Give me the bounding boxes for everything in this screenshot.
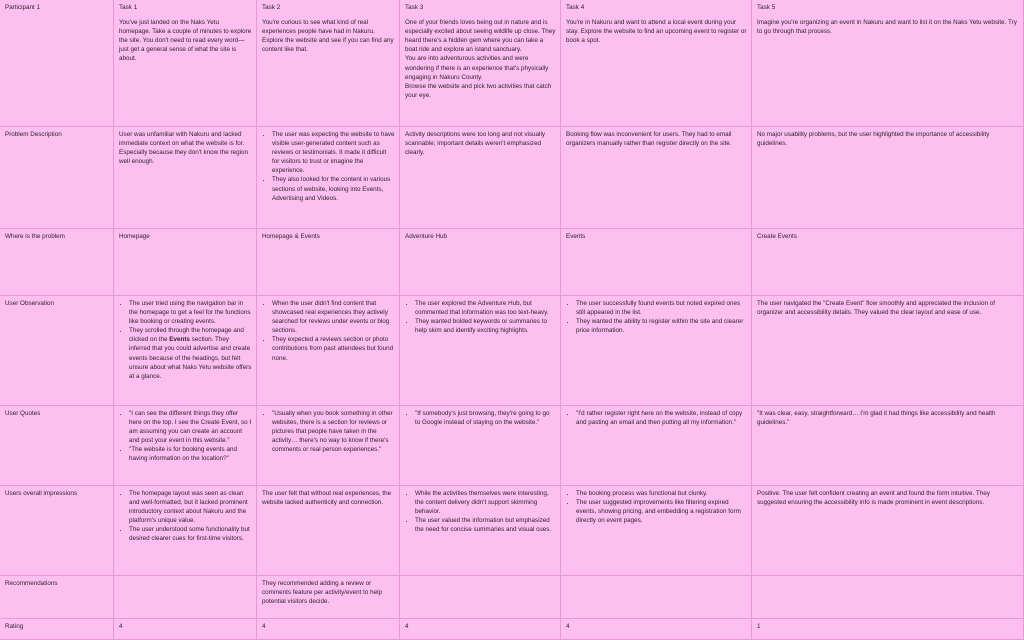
cell-text: They recommended adding a review or comments feature per activity/event to help potential visitors decide. [262, 580, 383, 606]
task-title: Task 3 [405, 4, 424, 11]
task-title: Task 4 [566, 4, 585, 11]
bullet-item: • They scrolled through the homepage and clicked on the Events section. They inferred that you could advertise and create events because of the headings, but felt unsure about what Naks Yetu website offers at a glance. [129, 326, 252, 381]
table-cell [561, 619, 752, 640]
table-cell [257, 296, 400, 406]
table-cell [752, 576, 1024, 619]
bullet-item: • They wanted the ability to register within the site and clearer price information. [576, 317, 747, 335]
row-label-cell [0, 127, 114, 229]
row-label-cell [0, 619, 114, 640]
task-header-cell [257, 0, 400, 127]
cell-text: The user navigated the "Create Event" flow smoothly and appreciated the inclusion of organizer and accessibility details. They valued the clear layout and ease of use. [757, 300, 995, 317]
bullet-item: • "The website is for booking events and having information on the location?" [129, 445, 252, 463]
cell-text: Events [566, 233, 586, 240]
task-title: Task 2 [262, 4, 281, 11]
table-cell [561, 406, 752, 486]
cell-text: You're in Nakuru and want to attend a local event during your stay. Explore the website to find an upcoming event to register or book a spot. [566, 19, 747, 45]
cell-text: 4 [405, 623, 409, 630]
cell-text: 4 [119, 623, 123, 630]
bullet-item: • The booking process was functional but clunky. [576, 489, 747, 498]
bullet-item: • "If somebody's just browsing, they're going to go to Google instead of staying on the website." [415, 409, 556, 427]
bullet-list [262, 130, 395, 203]
bullet-item: • When the user didn't find content that showcased real experiences they actively searched for reviews under events or blog sections. [272, 299, 395, 335]
row-label: Rating [5, 623, 24, 630]
cell-text: "It was clear, easy, straightforward… I'm glad it had things like accessibility and health guidelines." [757, 410, 996, 427]
table-cell [114, 127, 257, 229]
bullet-list [405, 299, 556, 335]
table-cell [114, 296, 257, 406]
bullet-list [566, 299, 747, 335]
bullet-item: • The homepage layout was seen as clean and well-formatted, but it lacked prominent introductory context about Nakuru and the platform's unique value. [129, 489, 252, 525]
cell-text: User was unfamiliar with Nakuru and lacked immediate context on what the website is for. Especially because they don't know the region well enough. [119, 131, 248, 166]
bullet-item: • The user tried using the navigation bar in the homepage to get a feel for the functions like booking or creating events. [129, 299, 252, 326]
bullet-list [566, 409, 747, 427]
table-cell [752, 127, 1024, 229]
bullet-item: • "I can see the different things they offer here on the top. I see the Create Event, so I am assuming you can create an account and post your event in this website." [129, 409, 252, 445]
cell-text: No major usability problems, but the user highlighted the importance of accessibility guidelines. [757, 131, 990, 148]
table-cell [752, 296, 1024, 406]
cell-text: 1 [757, 623, 761, 630]
row-label-cell [0, 406, 114, 486]
bullet-list [566, 489, 747, 525]
table-cell [752, 229, 1024, 296]
task-title: Task 5 [757, 4, 776, 11]
cell-text: Imagine you're organizing an event in Nakuru and want to list it on the Naks Yetu website. Try to go through that process. [757, 19, 1017, 36]
table-cell [400, 576, 561, 619]
cell-text: Homepage [119, 233, 150, 240]
table-cell [257, 229, 400, 296]
table-cell [561, 229, 752, 296]
table-cell [257, 619, 400, 640]
bullet-item: • While the activities themselves were interesting, the content delivery didn't support skimming behavior. [415, 489, 556, 516]
table-cell [561, 486, 752, 576]
bullet-item: • They wanted bolded keywords or summaries to help skim and identify exciting highlights. [415, 317, 556, 335]
table-cell [114, 619, 257, 640]
task-header-cell [114, 0, 257, 127]
bullet-item: • They also looked for the content in various sections of website, looking into Events, Advertising and Videos. [272, 175, 395, 202]
row-label: User Observation [5, 300, 54, 307]
row-label: Where is the problem [5, 233, 65, 240]
cell-text: Positive. The user felt confident creating an event and found the form intuitive. They suggested ensuring the accessibility info is made prominent in event descriptions. [757, 490, 990, 507]
table-cell [400, 619, 561, 640]
task-header-cell [561, 0, 752, 127]
table-cell [561, 127, 752, 229]
table-cell [752, 619, 1024, 640]
row-label-cell [0, 229, 114, 296]
cell-text: Activity descriptions were too long and not visually scannable; important details weren't emphasized clearly. [405, 131, 546, 157]
bullet-list [262, 299, 395, 363]
cell-text: Create Events [757, 233, 797, 240]
cell-text: The user felt that without real experiences, the website lacked authenticity and connection. [262, 490, 392, 507]
bullet-item: • They expected a reviews section or photo contributions from past attendees but found none. [272, 335, 395, 362]
row-label-cell [0, 0, 114, 127]
table-cell [561, 576, 752, 619]
row-label-cell [0, 486, 114, 576]
cell-text: 4 [566, 623, 570, 630]
cell-text: Homepage & Events [262, 233, 320, 240]
bullet-list [405, 489, 556, 534]
cell-text: You've just landed on the Naks Yetu homepage. Take a couple of minutes to explore the site. You don't need to read every word—just get a general sense of what the site is about. [119, 19, 252, 63]
table-cell [752, 486, 1024, 576]
bullet-item: • The user was expecting the website to have visible user-generated content such as reviews or testimonials. It made it difficult for visitors to trust or imagine the experience. [272, 130, 395, 175]
table-cell [114, 486, 257, 576]
row-label: User Quotes [5, 410, 41, 417]
table-cell [114, 406, 257, 486]
cell-text: You are into adventurous activities and were wondering if there is an experience that's physically engaging in Nakuru County. [405, 55, 549, 81]
table-cell [400, 229, 561, 296]
bullet-list [119, 489, 252, 544]
row-label: Users overall impressions [5, 490, 78, 497]
table-cell [114, 229, 257, 296]
bullet-item: • "Usually when you book something in other websites, there is a section for reviews or pictures that people have taken in the activity… there's no way to know if there's comments or real person experiences." [272, 409, 395, 454]
bullet-item: • "I'd rather register right here on the website, instead of copy and pasting an email and then putting all my information." [576, 409, 747, 427]
bullet-item: • The user explored the Adventure Hub, but commented that information was too text-heavy. [415, 299, 556, 317]
table-cell [400, 486, 561, 576]
row-label-cell [0, 576, 114, 619]
table-cell [257, 576, 400, 619]
table-cell [257, 406, 400, 486]
cell-text: 4 [262, 623, 266, 630]
task-title: Task 1 [119, 4, 138, 11]
cell-text: One of your friends loves being out in nature and is especially excited about seeing wildlife up close. They heard there's a hidden gem where you can take a boat ride and explore an island sanctuary. [405, 19, 556, 54]
cell-text: Booking flow was inconvenient for users. They had to email organizers manually rather than register directly on the site. [566, 131, 732, 148]
table-cell [561, 296, 752, 406]
row-label-cell [0, 296, 114, 406]
cell-text: Adventure Hub [405, 233, 448, 240]
row-label: Recommendations [5, 580, 58, 587]
table-cell [257, 127, 400, 229]
table-cell [257, 486, 400, 576]
table-cell [114, 576, 257, 619]
bullet-item: • The user successfully found events but noted expired ones still appeared in the list. [576, 299, 747, 317]
bullet-item: • The user suggested improvements like filtering expired events, showing pricing, and embedding a registration form directly on event pages. [576, 498, 747, 525]
table-cell [400, 296, 561, 406]
bullet-list [119, 299, 252, 381]
bullet-item: • The user understood some functionality but desired clearer cues for first-time visitors. [129, 525, 252, 543]
task-header-cell [400, 0, 561, 127]
bullet-list [262, 409, 395, 454]
cell-text: You're curious to see what kind of real experiences people have had in Nakuru. Explore the website and see if you can find any content like that. [262, 19, 394, 54]
table-cell [400, 406, 561, 486]
bullet-item: • The user valued the information but emphasized the need for concise summaries and visual cues. [415, 516, 556, 534]
task-header-cell [752, 0, 1024, 127]
table-cell [400, 127, 561, 229]
row-label: Problem Description [5, 131, 62, 138]
bullet-list [119, 409, 252, 464]
cell-text: Browse the website and pick two activities that catch your eye. [405, 82, 552, 99]
participant-label: Participant 1 [5, 4, 41, 11]
bullet-list [405, 409, 556, 427]
table-cell [752, 406, 1024, 486]
